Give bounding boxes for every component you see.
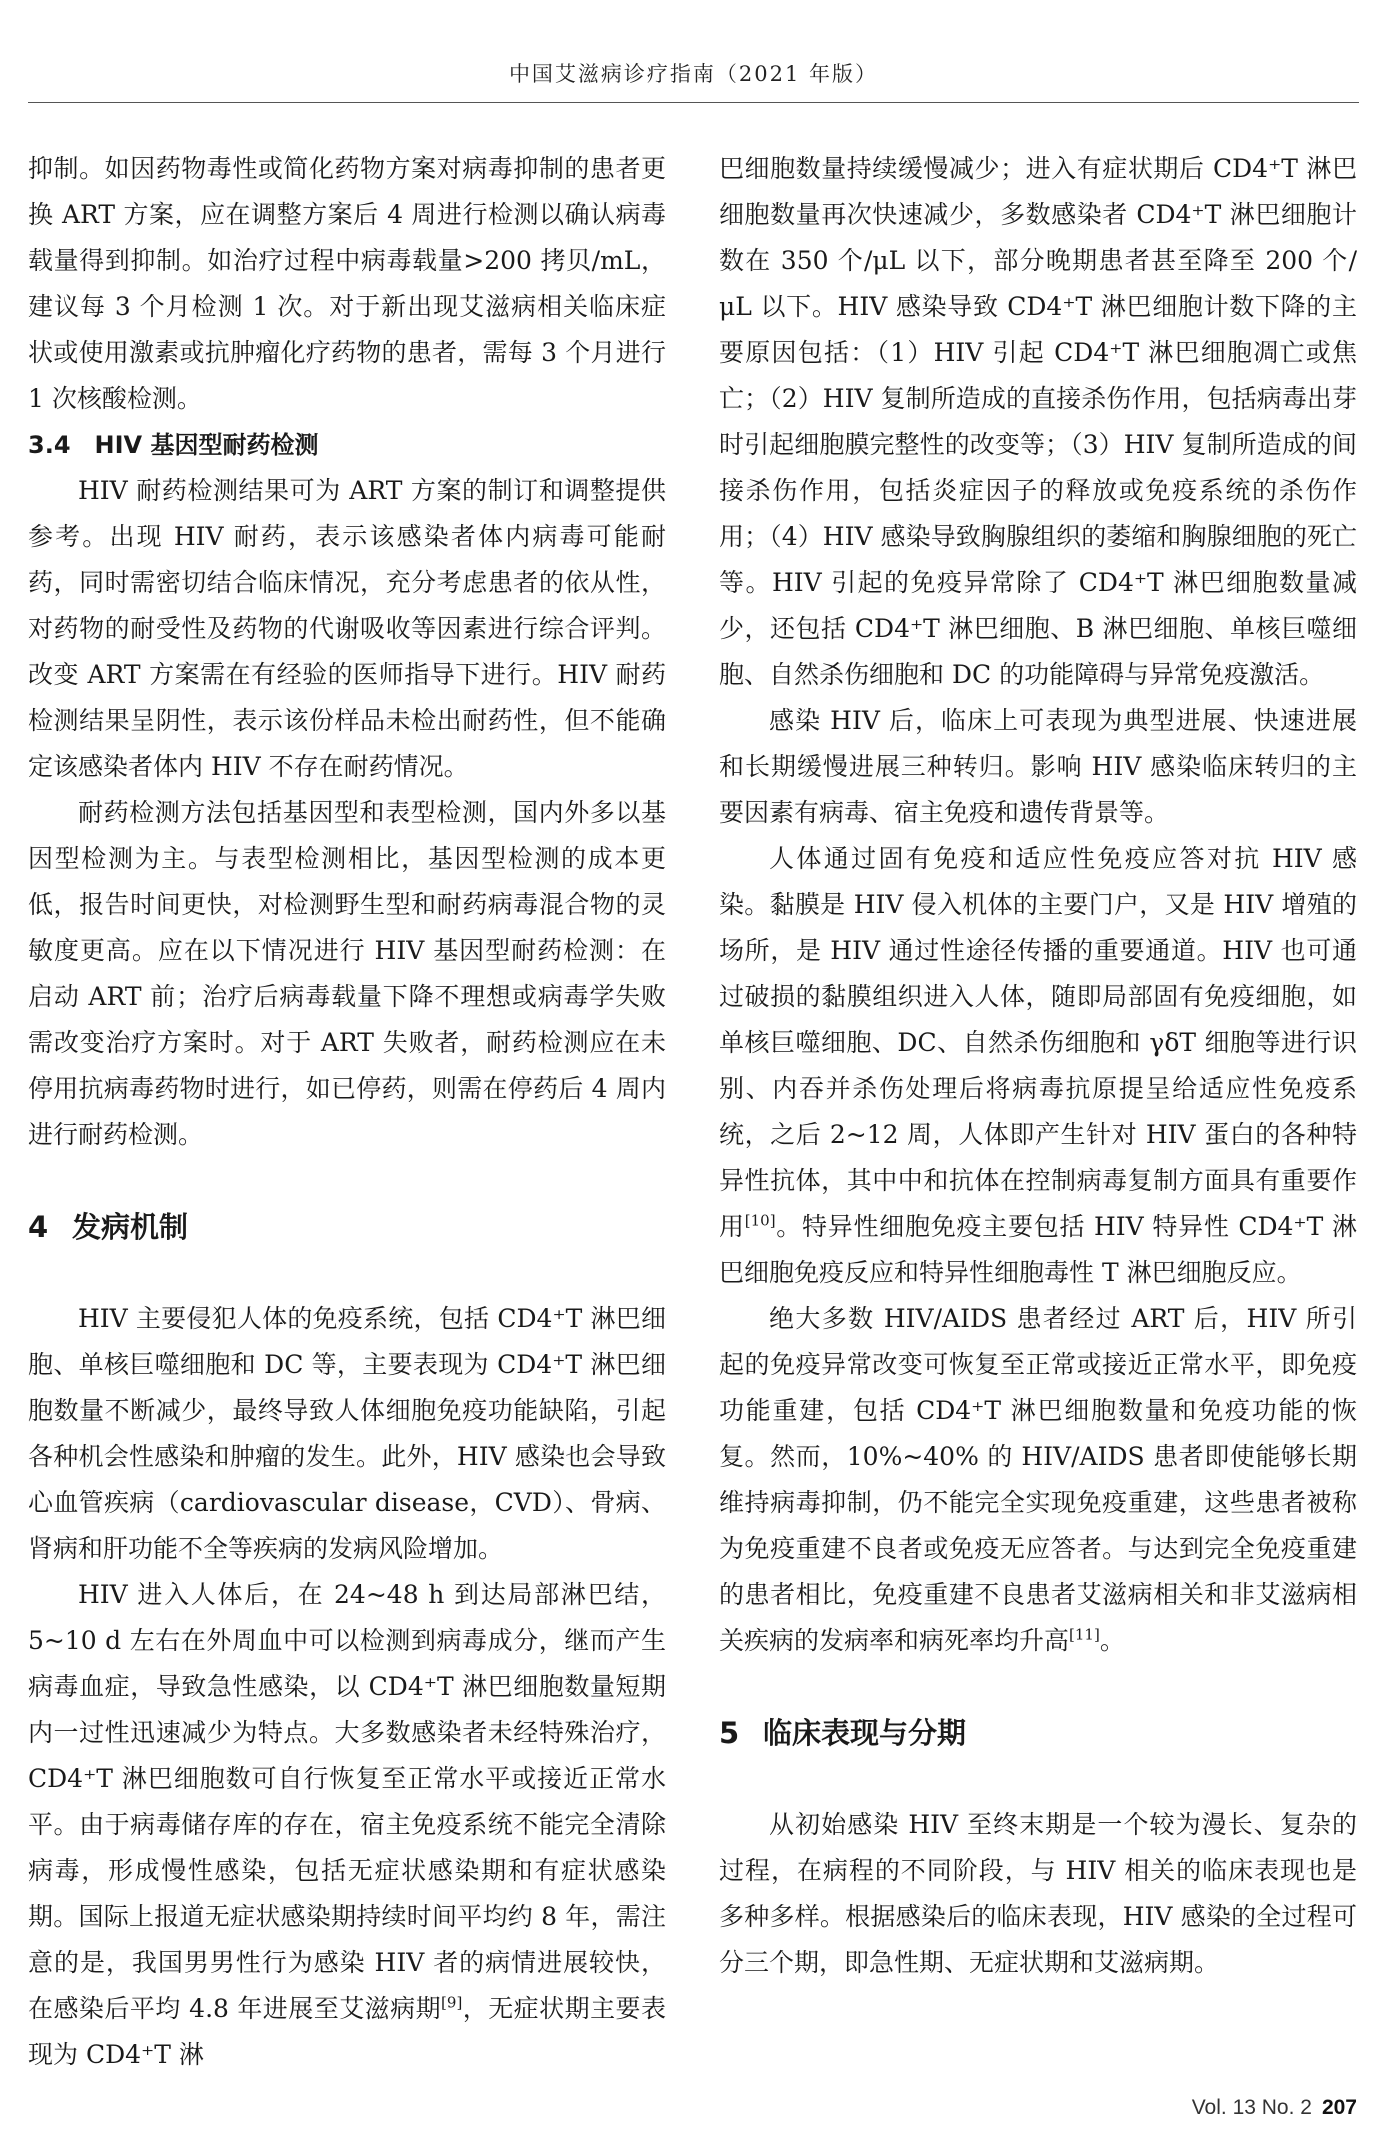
paragraph xyxy=(28,1572,666,2078)
section-number: 5 xyxy=(719,1716,740,1750)
paragraph xyxy=(719,1296,1357,1664)
paragraph: 抑制。如因药物毒性或简化药物方案对病毒抑制的患者更换 ART 方案，应在调整方案后 4 周进行检测以确认病毒载量得到抑制。如治疗过程中病毒载量>200 拷贝/mL，建议每 3 个月检测 1 次。对于新出现艾滋病相关临床症状或使用激素或抗肿瘤化疗药物的患者，需每 3 个月进行 1 次核酸检测。 xyxy=(28,154,666,413)
section-title: 临床表现与分期 xyxy=(763,1716,967,1750)
page-footer xyxy=(1192,2096,1357,2120)
paragraph: 感染 HIV 后，临床上可表现为典型进展、快速进展和长期缓慢进展三种转归。影响 HIV 感染临床转归的主要因素有病毒、宿主免疫和遗传背景等。 xyxy=(719,706,1357,827)
header-rule xyxy=(28,102,1359,103)
running-header: 中国艾滋病诊疗指南（2021 年版） xyxy=(508,62,879,86)
paragraph-text: ，无症状期主要表现为 CD4⁺T 淋 xyxy=(28,1994,666,2069)
paragraph: HIV 主要侵犯人体的免疫系统，包括 CD4⁺T 淋巴细胞、单核巨噬细胞和 DC 等，主要表现为 CD4⁺T 淋巴细胞数量不断减少，最终导致人体细胞免疫功能缺陷，引起各种机会性感染和肿瘤的发生。此外，HIV 感染也会导致心血管疾病（cardiovascular disease，CVD）、骨病、肾病和肝功能不全等疾病的发病风险增加。 xyxy=(28,1304,666,1563)
citation: [9] xyxy=(441,1993,463,2012)
paragraph-text: HIV 进入人体后，在 24~48 h 到达局部淋巴结，5~10 d 左右在外周血中可以检测到病毒成分，继而产生病毒血症，导致急性感染，以 CD4⁺T 淋巴细胞数量短期内一过性迅速减少为特点。大多数感染者未经特殊治疗，CD4⁺T 淋巴细胞数可自行恢复至正常水平或接近正常水平。由于病毒储存库的存在，宿主免疫系统不能完全清除病毒，形成慢性感染，包括无症状感染期和有症状感染期。国际上报道无症状感染期持续时间平均约 8 年，需注意的是，我国男男性行为感染 HIV 者的病情进展较快，在感染后平均 4.8 年进展至艾滋病期 xyxy=(28,1580,666,2023)
section-heading xyxy=(28,1204,666,1250)
section-title: 发病机制 xyxy=(72,1210,189,1244)
paragraph-text: 绝大多数 HIV/AIDS 患者经过 ART 后，HIV 所引起的免疫异常改变可恢复至正常或接近正常水平，即免疫功能重建，包括 CD4⁺T 淋巴细胞数量和免疫功能的恢复。然而，10%~40% 的 HIV/AIDS 患者即使能够长期维持病毒抑制，仍不能完全实现免疫重建，这些患者被称为免疫重建不良者或免疫无应答者。与达到完全免疫重建的患者相比，免疫重建不良患者艾滋病相关和非艾滋病相关疾病的发病率和病死率均升高 xyxy=(719,1304,1357,1655)
page-number: 207 xyxy=(1321,2096,1357,2119)
paragraph-text: 。特异性细胞免疫主要包括 HIV 特异性 CD4⁺T 淋巴细胞免疫反应和特异性细胞毒性 T 淋巴细胞反应。 xyxy=(719,1212,1357,1287)
section-heading xyxy=(719,1710,1357,1756)
paragraph: 巴细胞数量持续缓慢减少；进入有症状期后 CD4⁺T 淋巴细胞数量再次快速减少，多数感染者 CD4⁺T 淋巴细胞计数在 350 个/μL 以下，部分晚期患者甚至降至 200 个/μL 以下。HIV 感染导致 CD4⁺T 淋巴细胞计数下降的主要原因包括：（1）HIV 引起 CD4⁺T 淋巴细胞凋亡或焦亡；（2）HIV 复制所造成的直接杀伤作用，包括病毒出芽时引起细胞膜完整性的改变等；（3）HIV 复制所造成的间接杀伤作用，包括炎症因子的释放或免疫系统的杀伤作用；（4）HIV 感染导致胸腺组织的萎缩和胸腺细胞的死亡等。HIV 引起的免疫异常除了 CD4⁺T 淋巴细胞数量减少，还包括 CD4⁺T 淋巴细胞、B 淋巴细胞、单核巨噬细胞、自然杀伤细胞和 DC 的功能障碍与异常免疫激活。 xyxy=(719,154,1357,689)
citation: [11] xyxy=(1069,1625,1100,1644)
citation: [10] xyxy=(744,1211,776,1230)
paragraph: 耐药检测方法包括基因型和表型检测，国内外多以基因型检测为主。与表型检测相比，基因型检测的成本更低，报告时间更快，对检测野生型和耐药病毒混合物的灵敏度更高。应在以下情况进行 HIV 基因型耐药检测：在启动 ART 前；治疗后病毒载量下降不理想或病毒学失败需改变治疗方案时。对于 ART 失败者，耐药检测应在未停用抗病毒药物时进行，如已停药，则需在停药后 4 周内进行耐药检测。 xyxy=(28,798,666,1149)
volume-issue: Vol. 13 No. 2 xyxy=(1191,2096,1312,2119)
subsection-heading: 3.4 HIV 基因型耐药检测 xyxy=(28,431,319,459)
paragraph: 从初始感染 HIV 至终末期是一个较为漫长、复杂的过程，在病程的不同阶段，与 HIV 相关的临床表现也是多种多样。根据感染后的临床表现，HIV 感染的全过程可分三个期，即急性期、无症状期和艾滋病期。 xyxy=(719,1810,1357,1977)
paragraph: HIV 耐药检测结果可为 ART 方案的制订和调整提供参考。出现 HIV 耐药，表示该感染者体内病毒可能耐药，同时需密切结合临床情况，充分考虑患者的依从性，对药物的耐受性及药物的代谢吸收等因素进行综合评判。改变 ART 方案需在有经验的医师指导下进行。HIV 耐药检测结果呈阴性，表示该份样品未检出耐药性，但不能确定该感染者体内 HIV 不存在耐药情况。 xyxy=(28,476,666,781)
left-column xyxy=(28,146,666,2078)
section-number: 4 xyxy=(28,1210,49,1244)
right-column xyxy=(719,146,1357,1986)
paragraph: 人体通过固有免疫和适应性免疫应答对抗 HIV 感染。黏膜是 HIV 侵入机体的主要门户，又是 HIV 增殖的场所，是 HIV 通过性途径传播的重要通道。HIV 也可通过破损的黏膜组织进入人体，随即局部固有免疫细胞，如单核巨噬细胞、DC、自然杀伤细胞和 γδT 细胞等进行识别、内吞并杀伤处理后将病毒抗原提呈给适应性免疫系统，之后 2~12 周，人体即产生针对 HIV 蛋白的各种特异性抗体，其中中和抗体在控制病毒复制方面具有重要作用[10]。特异性细胞免疫主要包括 HIV 特异性 CD4⁺T 淋巴细胞免疫反应和特异性细胞毒性 T 淋巴细胞反应。 xyxy=(719,844,1357,1287)
paragraph-text: 。 xyxy=(1099,1626,1125,1655)
